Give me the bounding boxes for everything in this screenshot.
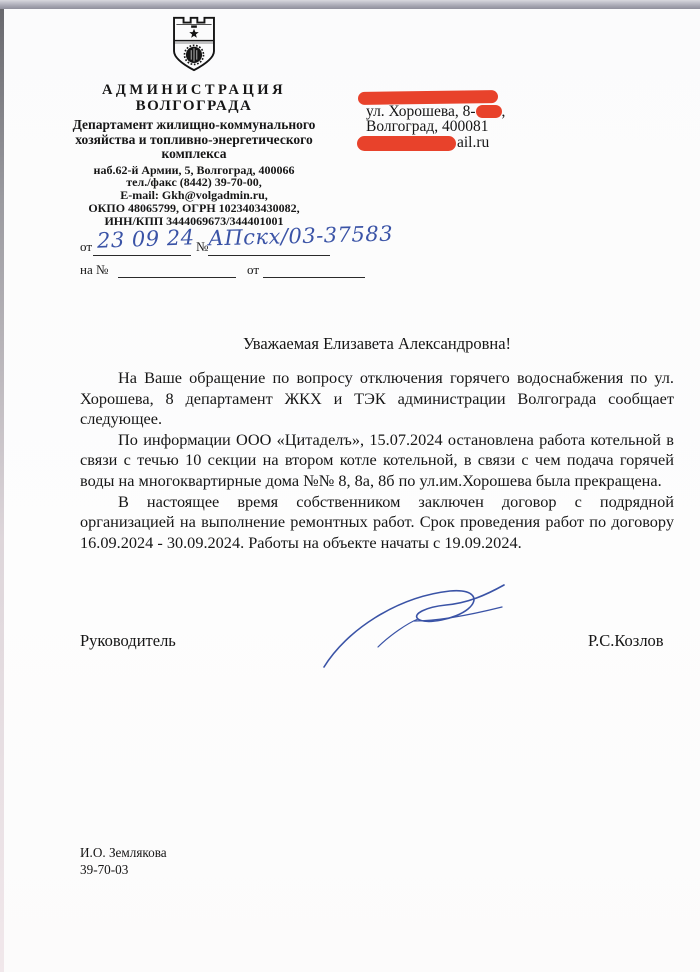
executor-name: И.О. Землякова xyxy=(80,845,167,860)
volgograd-coat-of-arms-icon xyxy=(170,14,218,77)
addressee-city: Волгоград, 400081 xyxy=(366,118,489,135)
signer-position: Руководитель xyxy=(80,631,176,650)
letter-greeting: Уважаемая Елизавета Александровна! xyxy=(242,334,512,353)
addressee-street-text: ул. Хорошева, 8- xyxy=(366,103,476,120)
ref-number-label: № xyxy=(196,239,209,254)
letterhead xyxy=(44,14,344,227)
ref-reply-on-label: на № xyxy=(80,262,109,277)
addressee-street-comma: , xyxy=(501,103,506,120)
addressee-email-tail: ail.ru xyxy=(457,134,490,152)
scan-edge-top xyxy=(0,0,700,9)
executor-block xyxy=(80,844,167,878)
ref-number-underline xyxy=(208,254,330,256)
letter-paragraph-3: В настоящее время собственником заключен договор с подрядной организацией на выполнение ремонтных работ. Срок проведения работ по договору 16.09.2024 - 30.09.2024. Работы на объекте начаты с 19.09.2024. xyxy=(80,491,674,552)
letterhead-address: наб.62-й Армии, 5, Волгоград, 400066 xyxy=(93,162,295,177)
letterhead-okpo-ogrn: ОКПО 48065799, ОГРН 1023403430082, xyxy=(88,200,300,215)
ref-date-underline xyxy=(93,254,191,256)
letter-paragraph-1: На Ваше обращение по вопросу отключения горячего водоснабжения по ул. Хорошева, 8 департамент ЖКХ и ТЭК администрации Волгограда сообщает следующее. xyxy=(80,368,674,429)
ref-from-label: от xyxy=(80,239,93,254)
handwritten-date: 23 09 24 xyxy=(96,225,195,253)
ref-reply-number-underline xyxy=(118,276,236,278)
department-line2: хозяйства и топливно-энергетического xyxy=(75,131,313,147)
letter-body xyxy=(80,368,674,553)
department-line3: комплекса xyxy=(161,146,227,161)
letter-paragraph-2: По информации ООО «Цитаделъ», 15.07.2024 остановлена работа котельной в связи с течью 10 секции на втором котле котельной, в связи с чем подача горячей воды на многоквартирные дома №№ 8, 8а, 8б по ул.им.Хорошева была прекращена. xyxy=(80,429,674,490)
org-name-line2: ВОЛГОГРАДА xyxy=(135,98,253,114)
org-name-line1: АДМИНИСТРАЦИЯ xyxy=(101,82,287,98)
letterhead-contacts xyxy=(44,164,344,228)
ref-reply-date-underline xyxy=(263,276,365,278)
scan-edge-left xyxy=(0,9,4,972)
letterhead-inn-kpp: ИНН/КПП 3444069673/344401001 xyxy=(104,213,284,228)
redaction-blob-apartment xyxy=(476,105,502,118)
signer-name: Р.С.Козлов xyxy=(588,631,664,650)
redaction-bar-email xyxy=(357,136,456,151)
executor-phone: 39-70-03 xyxy=(80,862,129,877)
letterhead-email: E-mail: Gkh@volgadmin.ru, xyxy=(120,188,268,203)
handwritten-number: АПскх/03-37583 xyxy=(207,221,394,251)
handwritten-signature-icon xyxy=(318,583,508,676)
department-line1: Департамент жилищно-коммунального xyxy=(72,117,316,132)
letterhead-phone: тел./факс (8442) 39-70-00, xyxy=(126,175,262,190)
ref-reply-from-label: от xyxy=(247,262,260,277)
department-name xyxy=(44,118,344,162)
addressee-email xyxy=(357,136,489,151)
